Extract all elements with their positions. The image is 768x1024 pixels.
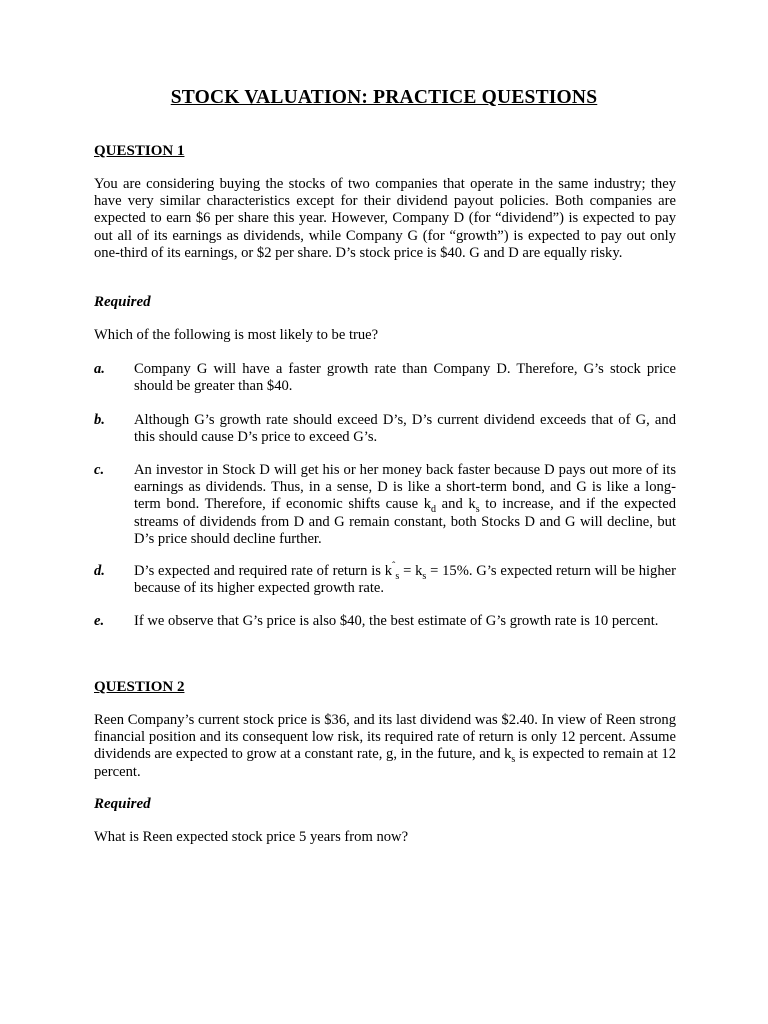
option-a <box>94 361 676 395</box>
question2-prompt: What is Reen expected stock price 5 years from now? <box>94 829 409 845</box>
question1-intro: You are considering buying the stocks of two companies that operate in the same industry; they have very similar characteristics except for their dividend payout policies. Both companies are expected to earn $6 per share this year. However, Company D (for “dividend”) is expected to pay out all of its earnings as dividends, while Company G (for “growth”) is expected to pay out only one-third of its earnings, or $2 per share. D’s stock price is $40. G and D are equally risky. <box>94 176 676 261</box>
option-letter: a. <box>94 361 105 377</box>
option-d <box>94 563 676 597</box>
option-text: Company G will have a faster growth rate than Company D. Therefore, G’s stock price should be greater than $40. <box>134 361 676 395</box>
option-letter: e. <box>94 613 105 629</box>
question1-required-label: Required <box>94 294 151 310</box>
question1-heading: QUESTION 1 <box>94 143 185 159</box>
option-text: Although G’s growth rate should exceed D’s, D’s current dividend exceeds that of G, and this should cause D’s price to exceed G’s. <box>134 412 676 446</box>
question2-required-label: Required <box>94 796 151 812</box>
option-text: If we observe that G’s price is also $40, the best estimate of G’s growth rate is 10 percent. <box>134 613 659 629</box>
option-letter: c. <box>94 462 105 478</box>
question2-intro: Reen Company’s current stock price is $36, and its last dividend was $2.40. In view of Reen strong financial position and its consequent low risk, its required rate of return is only 12 percent. Assume dividends are expected to grow at a constant rate, g, in the future, and $k_s$ is expected to remain at 12 percent. <box>94 712 676 780</box>
question2-heading: QUESTION 2 <box>94 679 185 695</box>
option-e <box>94 613 676 630</box>
option-text: An investor in Stock D will get his or her money back faster because D pays out more of its earnings as dividends. Thus, in a sense, D is like a short-term bond, and G is like a long-term bond. Therefore, if economic shifts cause $k_d$ and $k_s$ to increase, and if the expected streams of dividends from D and G remain constant, both Stocks D and G will decline, but D’s price should decline further. <box>134 462 676 547</box>
option-letter: b. <box>94 412 105 428</box>
option-b <box>94 412 676 446</box>
page-title: STOCK VALUATION: PRACTICE QUESTIONS <box>170 87 598 108</box>
option-c <box>94 462 676 548</box>
option-text: D’s expected and required rate of return is $k^ˆ_s = k_s = 15\%$. G’s expected return will be higher because of its higher expected growth rate. <box>134 561 676 597</box>
question1-prompt: Which of the following is most likely to be true? <box>94 327 379 343</box>
option-letter: d. <box>94 563 105 579</box>
